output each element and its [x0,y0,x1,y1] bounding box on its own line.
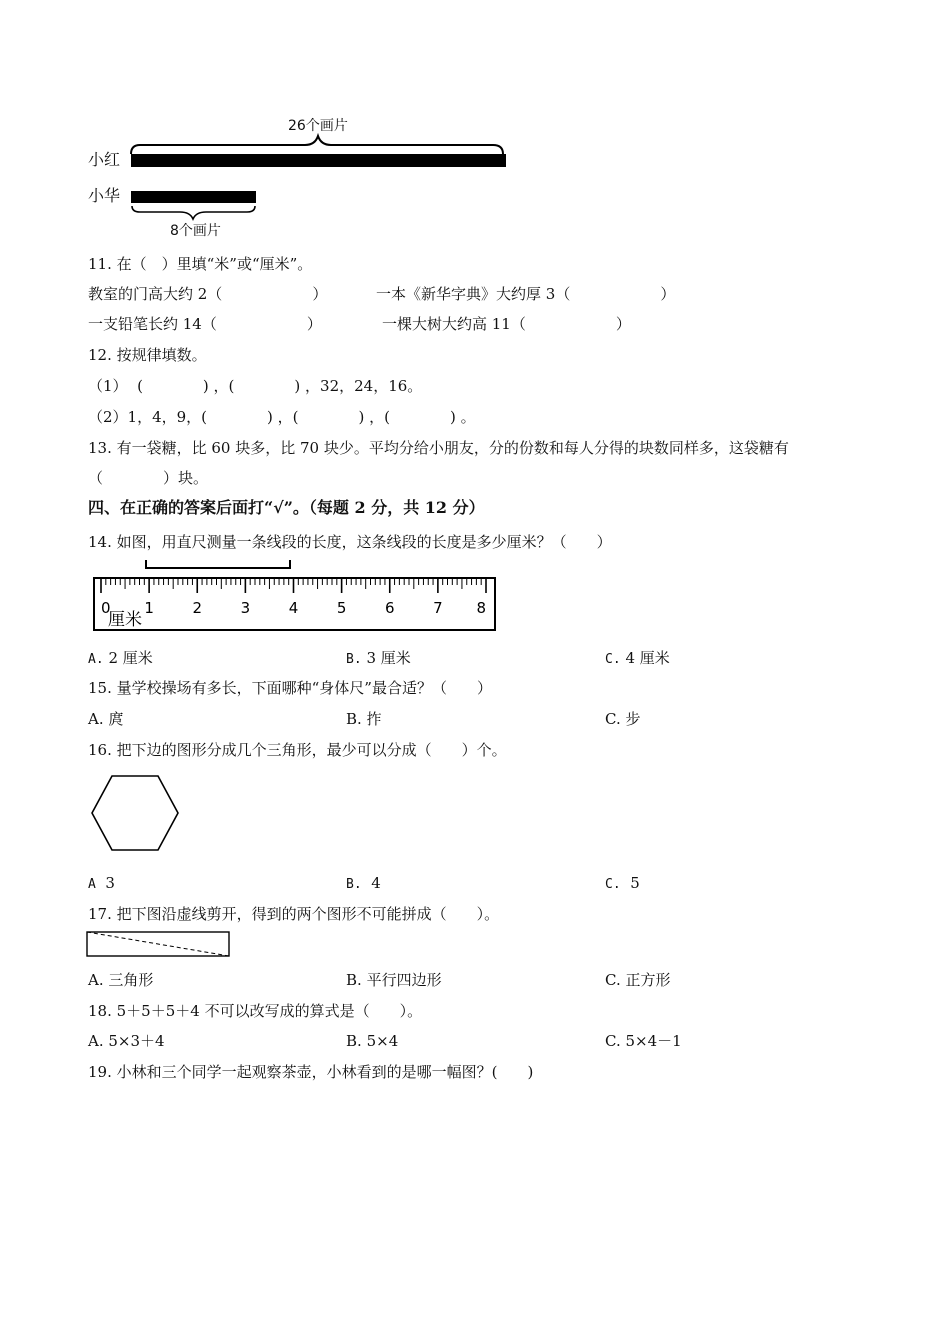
rectangle-figure [86,931,236,961]
q12-line2: （2）1，4，9，( ) ，( ) ，( ) 。 [88,408,476,426]
ruler-number: 8 [476,599,486,617]
q11-row1-left: 教室的门高大约 2（ ） [88,285,328,303]
q11-stem: 11. 在（ ）里填“米”或“厘米”。 [88,255,313,273]
q18-option-a: A. 5×3＋4 [88,1032,165,1050]
q13-line1: 13. 有一袋糖，比 60 块多，比 70 块少。平均分给小朋友，分的份数和每人分得的块数同样多，这袋糖有 [88,439,789,457]
q11-row2-left: 一支铅笔长约 14（ ） [88,315,322,333]
q14-option-b: B. 3 厘米 [346,649,411,667]
q17-option-b: B. 平行四边形 [346,971,442,989]
bar-name-xiaohong: 小红 [88,150,121,169]
q14-option-c: C. 4 厘米 [605,649,670,667]
ruler-unit: 厘米 [108,610,142,630]
bar-bottom-label: 8个画片 [170,223,221,239]
bar-figure-graphic [0,0,950,260]
q13-line2: （ ）块。 [88,469,209,487]
ruler-ticks [101,579,486,593]
q14-option-a: A. 2 厘米 [88,649,153,667]
q11-row1-right: 一本《新华字典》大约厚 3（ ） [376,285,676,303]
top-brace [131,136,503,154]
ruler-number: 5 [336,599,347,617]
q17-option-c: C. 正方形 [605,971,671,989]
q16-option-c: C. 5 [605,874,640,892]
q12-line1: （1） ( ) ，( ) ，32，24，16。 [88,377,423,395]
q14-stem: 14. 如图，用直尺测量一条线段的长度，这条线段的长度是多少厘米？（ ） [88,533,612,551]
dashed-cut-line [87,932,229,956]
section4-heading: 四、在正确的答案后面打“√”。（每题 2 分，共 12 分） [88,498,485,517]
ruler-number: 3 [240,599,251,617]
q16-stem: 16. 把下边的图形分成几个三角形，最少可以分成（ ）个。 [88,741,507,759]
ruler-number: 0 [101,599,111,617]
ruler-number: 6 [384,599,395,617]
ruler-number: 1 [144,599,154,617]
q16-option-a: A 3 [88,874,115,892]
q17-stem: 17. 把下图沿虚线剪开，得到的两个图形不可能拼成（ ）。 [88,905,500,923]
ruler-numbers [101,599,486,617]
q15-option-c: C. 步 [605,710,641,728]
bottom-brace [132,206,255,219]
hexagon-figure [88,772,188,862]
ruler-number: 4 [288,599,299,617]
q17-option-a: A. 三角形 [88,971,154,989]
ruler-figure [0,555,950,635]
hexagon [92,776,178,850]
bar-xiaohua [131,191,256,203]
bar-name-xiaohua: 小华 [88,186,121,205]
q18-stem: 18. 5＋5＋5＋4 不可以改写成的算式是（ ）。 [88,1002,423,1020]
q11-row2-right: 一棵大树大约高 11（ ） [382,315,631,333]
q15-option-a: A. 庹 [88,710,124,728]
q15-stem: 15. 量学校操场有多长，下面哪种“身体尺”最合适？（ ） [88,679,492,697]
ruler-number: 7 [433,599,443,617]
q18-option-c: C. 5×4－1 [605,1032,682,1050]
q15-option-b: B. 拃 [346,710,382,728]
ruler-number: 2 [192,599,203,617]
q16-option-b: B. 4 [346,874,381,892]
q12-stem: 12. 按规律填数。 [88,346,207,364]
bar-xiaohong [131,154,506,167]
q19-stem: 19. 小林和三个同学一起观察茶壶，小林看到的是哪一幅图？( ) [88,1063,534,1081]
measured-segment [146,560,290,568]
bar-top-label: 26个画片 [288,118,348,134]
q18-option-b: B. 5×4 [346,1032,399,1050]
